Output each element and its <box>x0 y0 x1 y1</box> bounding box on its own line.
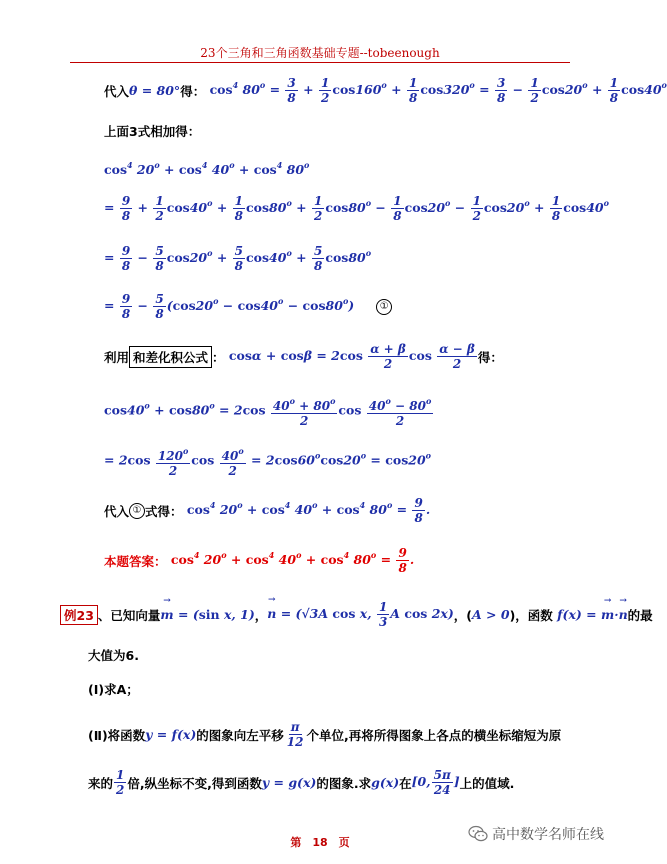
header-rule <box>70 62 570 63</box>
formula-sum-to-product: cosα + cosβ = 2cos $\frac{\alpha + \beta}{2}$ cos $\frac{\alpha - \beta}{2}$ <box>228 342 475 371</box>
formula-simplify: = $\frac{9}{8}$ − $\frac{5}{8}$ $\cos 20^o$ + $\frac{5}{8}$ $\cos 40^o$ + $\frac{5}{8}$ cos80$^o$ <box>104 244 372 273</box>
example-part-2-g: 的图象.求 <box>316 775 372 791</box>
example-part-2-d: 个单位,再将所得图象上各点的横坐标缩短为原 <box>306 727 562 743</box>
formula-apply: $\cos 40^o + \cos 80^o = 2\cos$ $\frac{40^o + 80^o}{2}$ cos $\frac{40^o - 80^o}{2}$ <box>104 396 432 428</box>
line-answer <box>104 546 414 575</box>
example-part-2-i: 上的值域. <box>459 775 515 791</box>
circle-one-mark: ① <box>376 299 392 315</box>
watermark-text: 高中数学名师在线 <box>492 827 604 843</box>
answer-label: 本题答案： <box>104 553 167 569</box>
shift-pi-12: $\frac{\pi}{12}$ <box>286 720 304 749</box>
wechat-icon <box>468 825 488 843</box>
text-use: 利用 <box>104 349 130 365</box>
text-add-three: 上面3式相加得： <box>104 124 201 139</box>
example-part-2-c: 的图象向左平移 <box>196 727 284 743</box>
example-text-c: ，( <box>453 607 472 623</box>
line-simplify <box>104 244 371 273</box>
example-text-e: )，函数 <box>509 607 553 623</box>
example-line-4 <box>88 720 561 749</box>
interval: [0, $\frac{5\pi}{24}$ ] <box>411 768 460 797</box>
example-part-2-h: 在 <box>399 775 412 791</box>
example-tag: 例23 <box>60 605 98 625</box>
example-line-5 <box>88 768 514 797</box>
example-line-3 <box>88 680 139 698</box>
function-f: f(x) = → m·→ n <box>553 607 628 622</box>
example-part-2-a: (Ⅱ)将函数 <box>88 727 146 743</box>
line-sum-to-product <box>104 342 503 371</box>
boxed-sum-to-product: 和差化积公式 <box>129 346 212 368</box>
fraction-half: $\frac{1}{2}$ <box>116 768 125 797</box>
example-part-2-f: 倍,纵坐标不变,得到函数 <box>127 775 262 791</box>
line-sum-expression <box>104 160 309 177</box>
example-part-1: (Ⅰ)求A； <box>88 682 139 697</box>
function-y-f: y = f(x) <box>145 727 197 742</box>
example-text-f: 的最 <box>627 607 653 623</box>
formula-factor: = $\frac{9}{8}$ − $\frac{5}{8}$ $(\cos 20^o - \cos 40^o - \cos 80^o)$ <box>104 292 355 321</box>
example-max-value: 大值为6. <box>88 648 139 663</box>
line-result-cos20 <box>104 444 431 478</box>
text-substitute-2: 代入 <box>104 503 130 519</box>
text-colon: ： <box>212 349 225 365</box>
line-expand <box>104 194 609 223</box>
line-add-three <box>104 122 200 140</box>
example-text-b: ， <box>254 607 268 623</box>
vector-n: → n = (√3A cos x, $\frac{1}{3}$ A cos 2x) <box>267 600 454 629</box>
condition-a: A > 0 <box>472 607 510 622</box>
formula-sum: $\cos^4 20^o + \cos^4 40^o + \cos^4 80^o$ <box>104 160 310 177</box>
text-formula-get: 式得： <box>145 503 183 519</box>
function-g: g(x) <box>371 775 400 790</box>
example-part-2-e: 来的 <box>88 775 114 791</box>
example-text-a: 、已知向量 <box>97 607 161 623</box>
formula-cos4-80: $\cos^4 80^o$ = $\frac{3}{8}$ + $\frac{1}{2}$ $\cos 160^o$ + $\frac{1}{8}$ $\cos 320^o$ = $\frac{3}{8}$ − $\frac{1}{2}$ $\cos 20^o$ + $\frac{1}{8}$ cos40$^o$ <box>209 76 667 105</box>
formula-result: = 2cos $\frac{120^o}{2}$ cos $\frac{40^o}{2}$ = $2\cos 60^o\cos 20^o = \cos 20^o$ <box>104 446 432 478</box>
answer-formula: $\cos^4 20^o + \cos^4 40^o + \cos^4 80^o$ = $\frac{9}{8}$ . <box>170 546 415 575</box>
line-factor <box>104 292 392 321</box>
formula-final: $\cos^4 20^o + \cos^4 40^o + \cos^4 80^o$ = $\frac{9}{8}$ . <box>186 496 431 525</box>
text-substitute: 代入 <box>104 83 130 99</box>
line-apply-40-80 <box>104 394 434 428</box>
page-number: 第 18 页 <box>290 836 350 849</box>
line-substitute-theta <box>104 76 667 105</box>
vector-m: → m = (sin x, 1) <box>160 607 254 622</box>
function-y-g: y = g(x) <box>261 775 317 790</box>
theta-value: θ = 80° <box>129 83 181 98</box>
circle-one-ref: ① <box>129 503 145 519</box>
text-get: 得： <box>180 83 206 99</box>
formula-expand: = $\frac{9}{8}$ + $\frac{1}{2}$ $\cos 40^o$ + $\frac{1}{8}$ $\cos 80^o$ + $\frac{1}{2}$ $\cos 80^o$ − $\frac{1}{8}$ $\cos 20^o$ − $\frac{1}{2}$ $\cos 20^o$ + $\frac{1}{8}$ cos40$^o$ <box>104 194 609 223</box>
example-line-1 <box>60 600 653 629</box>
text-get-2: 得： <box>477 349 503 365</box>
page-header: 23个三角和三角函数基础专题--tobeenough <box>200 46 440 60</box>
watermark <box>468 824 604 844</box>
line-substitute-one <box>104 496 430 525</box>
example-line-2 <box>88 646 139 664</box>
